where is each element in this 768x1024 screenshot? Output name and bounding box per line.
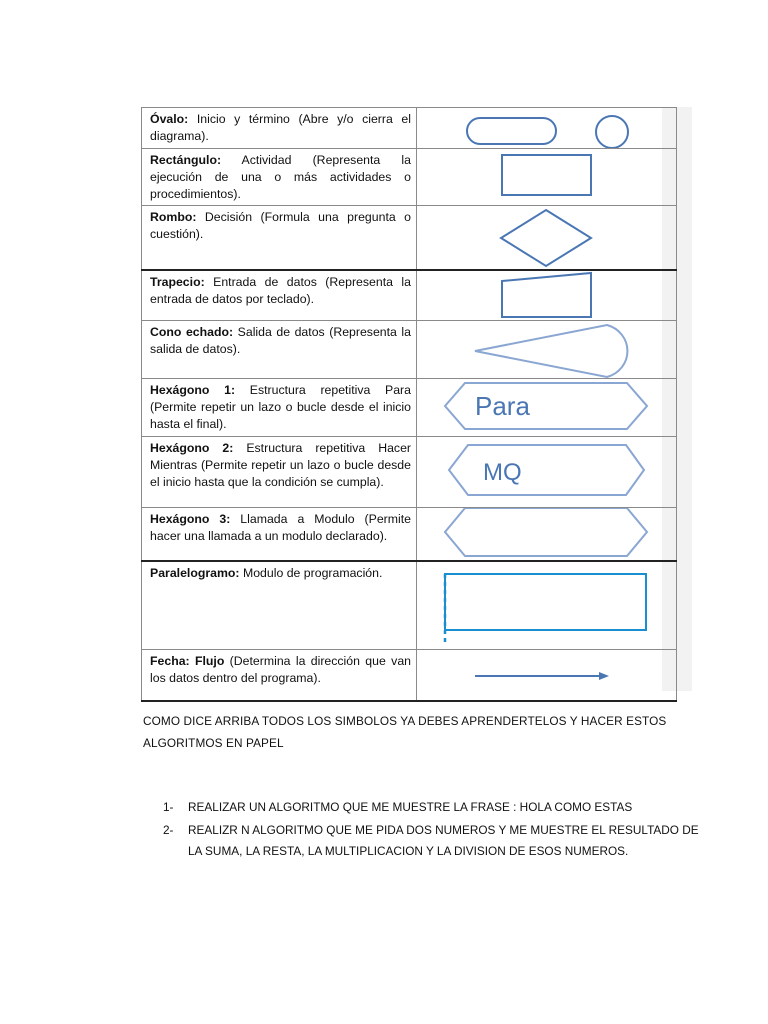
hexagon-shape xyxy=(445,508,647,556)
hexagon-para-symbol xyxy=(417,379,676,436)
table-row xyxy=(142,379,677,437)
row-text: Estructura repetitiva Hacer Mientras (Permite repetir un lazo o bucle desde el inicio hasta que la condición se cumpla). xyxy=(150,441,411,489)
row-symbol xyxy=(417,270,677,321)
list-text: REALIZR N ALGORITMO QUE ME PIDA DOS NUMEROS Y ME MUESTRE EL RESULTADO DE LA SUMA, LA RESTA, LA MULTIPLICACION Y LA DIVISION DE ESOS NUMEROS. xyxy=(188,823,699,858)
table-row xyxy=(142,437,677,508)
row-term: Fecha: Flujo xyxy=(150,653,225,668)
cone-symbol xyxy=(417,321,676,378)
row-description xyxy=(142,149,417,206)
row-term: Óvalo: xyxy=(150,112,189,126)
row-term: Cono echado: xyxy=(150,325,234,339)
row-description xyxy=(142,437,417,508)
row-symbol xyxy=(417,437,677,508)
flow-arrow-symbol xyxy=(417,650,676,700)
row-text: (Determina la dirección que van los datos dentro del programa). xyxy=(150,653,411,685)
row-symbol xyxy=(417,108,677,149)
row-description xyxy=(142,108,417,149)
table-row xyxy=(142,508,677,562)
table-row xyxy=(142,149,677,206)
row-symbol xyxy=(417,379,677,437)
row-symbol xyxy=(417,561,677,649)
row-symbol xyxy=(417,149,677,206)
row-text: Estructura repetitiva Para (Permite repetir un lazo o bucle desde el inicio hasta el final). xyxy=(150,383,411,431)
hexagon-module-symbol xyxy=(417,508,676,560)
row-description xyxy=(142,379,417,437)
rhombus-shape xyxy=(501,210,591,266)
row-description xyxy=(142,206,417,271)
rhombus-symbol xyxy=(417,206,676,269)
list-text: REALIZAR UN ALGORITMO QUE ME MUESTRE LA FRASE : HOLA COMO ESTAS xyxy=(188,800,633,814)
table-row xyxy=(142,206,677,271)
intro-line-1: COMO DICE ARRIBA TODOS LOS SIMBOLOS YA DEBES APRENDERTELOS Y HACER ESTOS xyxy=(143,714,667,728)
cone-shape xyxy=(475,325,627,377)
table-row xyxy=(142,270,677,321)
table-row xyxy=(142,649,677,701)
task-list xyxy=(163,797,703,862)
trapezoid-shape xyxy=(502,273,591,317)
trapezoid-symbol xyxy=(417,271,676,320)
row-description xyxy=(142,321,417,379)
intro-line-2: ALGORITMOS EN PAPEL xyxy=(143,736,284,750)
hexagon-label-para: Para xyxy=(475,391,530,421)
row-text: Entrada de datos (Representa la entrada de datos por teclado). xyxy=(150,275,411,306)
row-text: Salida de datos (Representa la salida de datos). xyxy=(150,325,411,356)
oval-shape xyxy=(467,118,556,144)
table-row xyxy=(142,321,677,379)
hexagon-shape xyxy=(449,445,644,495)
table-row xyxy=(142,108,677,149)
list-number: 2- xyxy=(163,823,174,837)
list-number: 1- xyxy=(163,800,174,814)
module-rectangle-shape xyxy=(445,574,646,630)
hexagon-mq-symbol xyxy=(417,437,676,507)
circle-shape xyxy=(596,116,628,148)
row-term: Trapecio: xyxy=(150,275,205,289)
symbols-table xyxy=(141,107,677,702)
row-description xyxy=(142,649,417,701)
row-text: Llamada a Modulo (Permite hacer una llamada a un modulo declarado). xyxy=(150,512,411,543)
list-item xyxy=(163,820,703,862)
flow-arrow-head xyxy=(599,672,609,680)
table-row xyxy=(142,561,677,649)
row-text: Decisión (Formula una pregunta o cuestión). xyxy=(150,210,411,241)
row-term: Paralelogramo: xyxy=(150,566,240,580)
row-text: Modulo de programación. xyxy=(239,566,383,580)
row-term: Hexágono 3: xyxy=(150,512,231,526)
oval-symbols xyxy=(417,108,676,148)
rectangle-shape xyxy=(502,155,591,195)
row-term: Hexágono 2: xyxy=(150,441,234,455)
rectangle-symbol xyxy=(417,149,676,201)
row-term: Rectángulo: xyxy=(150,153,222,167)
row-term: Rombo: xyxy=(150,210,197,224)
row-term: Hexágono 1: xyxy=(150,383,236,397)
parallelogram-symbol xyxy=(417,562,676,648)
list-item xyxy=(163,797,703,818)
row-description xyxy=(142,561,417,649)
row-symbol xyxy=(417,649,677,701)
row-description xyxy=(142,508,417,562)
row-symbol xyxy=(417,508,677,562)
row-text: Inicio y término (Abre y/o cierra el diagrama). xyxy=(150,112,411,143)
row-symbol xyxy=(417,206,677,271)
row-symbol xyxy=(417,321,677,379)
row-description xyxy=(142,270,417,321)
row-text: Actividad (Representa la ejecución de una o más actividades o procedimientos). xyxy=(150,153,411,201)
hexagon-label-mq: MQ xyxy=(483,459,522,486)
